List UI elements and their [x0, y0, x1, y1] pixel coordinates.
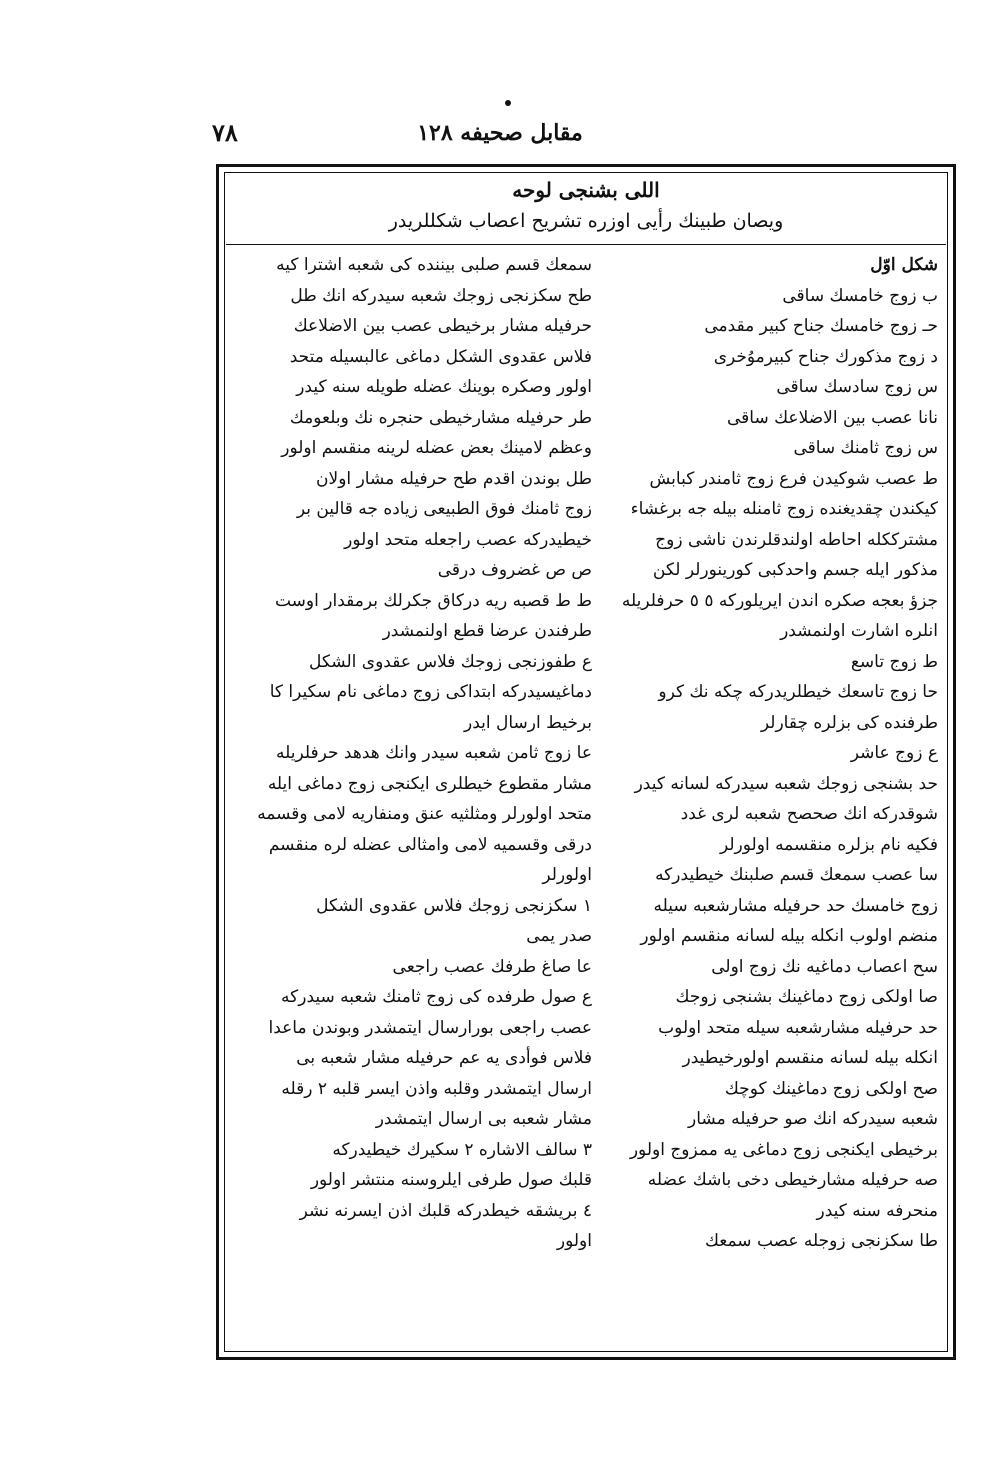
- right-column: [598, 250, 938, 1257]
- text-line: جزؤ بعجه صكره اندن ايريلوركه ٥ ٥ حرفلريله: [621, 590, 938, 611]
- text-line: ع زوج عاشر: [850, 743, 938, 763]
- page-header: [0, 118, 1000, 158]
- text-line: ص ص غضروف درقى: [437, 560, 592, 580]
- text-line: مشار شعبه بى ارسال ايتمشدر: [375, 1109, 592, 1129]
- text-line: مشار مقطوع خيطلرى ايكنجى زوج دماغى ايله: [267, 773, 592, 794]
- text-line: ط زوج تاسع: [850, 651, 938, 672]
- text-line: عصب راجعى بورارسال ايتمشدر وبوندن ماعدا: [268, 1017, 592, 1038]
- text-line: حد بشنجى زوجك شعبه سيدركه لسانه كيدر: [634, 773, 938, 794]
- text-line: ارسال ايتمشدر وقلبه واذن ايسر قلبه ۲ رقله: [281, 1078, 592, 1099]
- text-line: اولور وصكره بوينك عضله طويله سنه كيدر: [296, 377, 592, 397]
- text-line: حد حرفيله مشارشعبه سيله متحد اولوب: [658, 1017, 938, 1038]
- text-line: س زوج سادسك ساقى: [776, 377, 938, 397]
- text-line: فلاس فوأدى يه عم حرفيله مشار شعبه بى: [296, 1048, 592, 1068]
- title-divider: [226, 244, 946, 245]
- page-number: ۷۸: [212, 118, 238, 147]
- text-line: صا اولكى زوج دماغينك بشنجى زوجك: [675, 987, 938, 1007]
- text-line: زوج ثامنك فوق الطبيعى زياده جه قالين بر: [296, 499, 592, 519]
- text-line: منضم اولوب انكله بيله لسانه منقسم اولور: [640, 926, 938, 946]
- text-line: اولورلر: [542, 865, 592, 885]
- text-line: ع صول طرفده كى زوج ثامنك شعبه سيدركه: [281, 987, 592, 1007]
- text-line: حرفيله مشار برخيطى عصب بين الاضلاعك: [293, 316, 592, 336]
- text-line: مشترككله احاطه اولندقلرندن ناشى زوج: [655, 529, 938, 550]
- text-line: زوج خامسك حد حرفيله مشارشعبه سيله: [653, 895, 938, 916]
- ornament-dot: [505, 100, 511, 106]
- text-line: د زوج مذكورك جناح كبيرموُخرى: [713, 346, 938, 367]
- text-line: سح اعصاب دماغيه نك زوج اولى: [711, 956, 938, 977]
- text-line: اولور: [556, 1231, 592, 1251]
- text-line: شوقدركه انك صحصح شعبه لرى غدد: [680, 804, 938, 824]
- text-line: برخيط ارسال ايدر: [464, 712, 592, 733]
- text-line: ط عصب شوكيدن فرع زوج ثامندر كبابش: [649, 468, 938, 489]
- text-line: ع طفوزنجى زوجك فلاس عقدوى الشكل: [309, 651, 592, 672]
- text-line: برخيطى ايكنجى زوج دماغى يه ممزوج اولور: [629, 1139, 938, 1160]
- text-line: حا زوج تاسعك خيطلريدركه چكه نك كرو: [658, 682, 938, 702]
- text-line: ۳ سالف الاشاره ۲ سكيرك خيطيدركه: [332, 1139, 592, 1160]
- text-line: طا سكزنجى زوجله عصب سمعك: [704, 1231, 938, 1251]
- text-line: نانا عصب بين الاضلاعك ساقى: [726, 407, 938, 428]
- text-line: قلبك صول طرفى ايلروسنه منتشر اولور: [310, 1170, 592, 1190]
- text-line: كيكندن چقديغنده زوج ثامنله بيله جه برغشاء: [630, 499, 938, 519]
- text-line: حـ زوج خامسك جناح كبير مقدمى: [704, 316, 938, 336]
- text-line: ب زوج خامسك ساقى: [782, 285, 938, 306]
- text-line: منحرفه سنه كيدر: [816, 1200, 938, 1221]
- text-line: ط ط قصبه ريه دركاق جكرلك برمقدار اوست: [274, 590, 592, 611]
- text-line: صه حرفيله مشارخيطى دخى باشك عضله: [647, 1170, 938, 1190]
- text-line: شكل اوّل: [870, 255, 938, 275]
- text-line: طر حرفيله مشارخيطى حنجره نك وبلعومك: [289, 407, 592, 428]
- text-line: انكله بيله لسانه منقسم اولورخيطيدر: [682, 1048, 938, 1068]
- text-line: وعظم لامينك بعض عضله لرينه منقسم اولور: [281, 438, 592, 458]
- text-line: متحد اولورلر ومثلثيه عنق ومنفاريه لامى وقسمه: [257, 804, 592, 824]
- text-line: صح اولكى زوج دماغينك كوچك: [724, 1078, 938, 1099]
- text-line: طل بوندن اقدم طح حرفيله مشار اولان: [316, 468, 592, 489]
- text-line: درقى وقسميه لامى وامثالى عضله لره منقسم: [268, 834, 592, 855]
- text-line: طح سكزنجى زوجك شعبه سيدركه انك طل: [290, 285, 592, 306]
- text-line: انلره اشارت اولنمشدر: [780, 621, 938, 641]
- text-line: س زوج ثامنك ساقى: [793, 438, 938, 458]
- plate-subtitle: ويصان طبينك رأيى اوزره تشريح اعصاب شكللريدر: [388, 210, 784, 232]
- text-line: ۱ سكزنجى زوجك فلاس عقدوى الشكل: [316, 895, 592, 916]
- left-column: [232, 250, 592, 1257]
- text-line: طرفنده كى بزلره چقارلر: [760, 712, 938, 733]
- page-title: مقابل صحيفه ۱۲۸: [417, 120, 583, 146]
- text-line: سا عصب سمعك قسم صلبنك خيطيدركه: [655, 865, 938, 885]
- text-line: سمعك قسم صلبى بيننده كى شعبه اشترا كيه: [276, 255, 592, 275]
- text-line: دماغيسيدركه ابتداكى زوج دماغى نام سكيرا كا: [269, 682, 592, 702]
- text-line: ٤ بريشقه خيطدركه قلبك اذن ايسرنه نشر: [299, 1200, 592, 1221]
- text-line: مذكور ايله جسم واحدكبى كورينورلر لكن: [652, 560, 938, 580]
- text-line: عا زوج ثامن شعبه سيدر وانك هدهد حرفلريله: [276, 743, 592, 763]
- plate-title: اللى بشنجى لوحه: [512, 178, 660, 202]
- text-line: فكيه نام بزلره منقسمه اولورلر: [720, 834, 938, 855]
- text-line: صدر يمى: [526, 926, 592, 946]
- text-line: عا صاغ طرفك عصب راجعى: [392, 956, 592, 977]
- text-line: خيطيدركه عصب راجعله متحد اولور: [344, 529, 592, 550]
- text-line: شعبه سيدركه انك صو حرفيله مشار: [688, 1109, 938, 1129]
- text-line: طرفندن عرضا قطع اولنمشدر: [382, 621, 592, 641]
- text-line: فلاس عقدوى الشكل دماغى عالبسيله متحد: [289, 346, 592, 367]
